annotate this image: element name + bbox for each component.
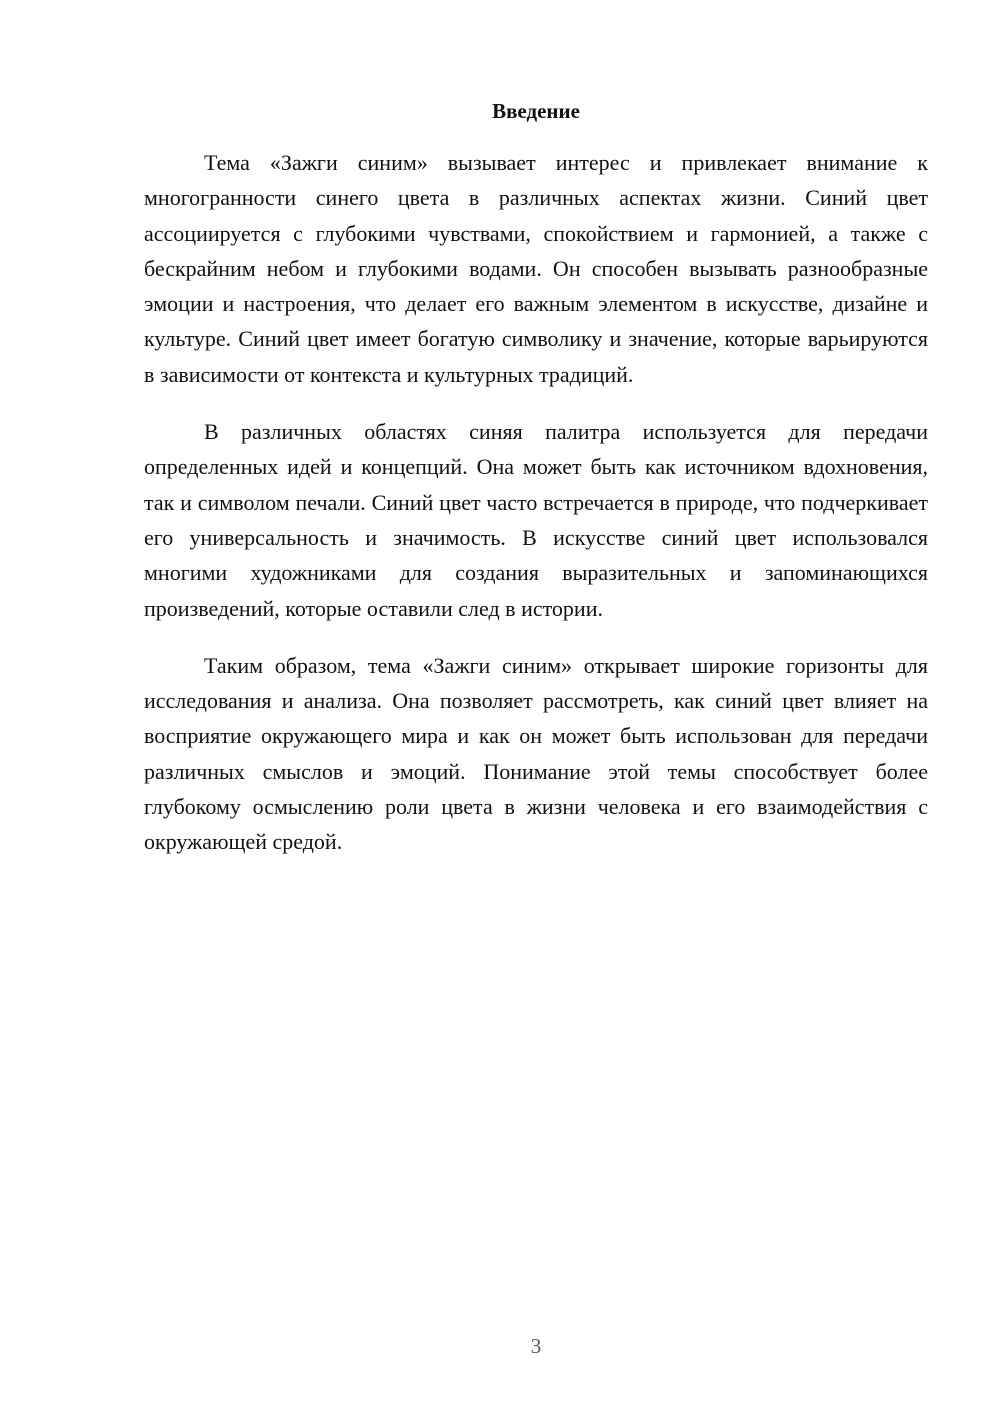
body-text — [144, 145, 928, 882]
paragraph-1: Тема «Зажги синим» вызывает интерес и привлекает внимание к многогранности синего цвета в различных аспектах жизни. Синий цвет ассоциируется с глубокими чувствами, спокойствием и гармонией, а также с бескрайним небом и глубокими водами. Он способен вызывать разнообразные эмоции и настроения, что делает его важным элементом в искусстве, дизайне и культуре. Синий цвет имеет богатую символику и значение, которые варьируются в зависимости от контекста и культурных традиций. — [144, 150, 928, 387]
paragraph-3: Таким образом, тема «Зажги синим» открывает широкие горизонты для исследования и анализа. Она позволяет рассмотреть, как синий цвет влияет на восприятие окружающего мира и как он может быть использован для передачи различных смыслов и эмоций. Понимание этой темы способствует более глубокому осмыслению роли цвета в жизни человека и его взаимодействия с окружающей средой. — [144, 652, 928, 855]
page-number: 3 — [530, 1334, 542, 1358]
section-heading: Введение — [492, 99, 580, 123]
paragraph-2: В различных областях синяя палитра используется для передачи определенных идей и концепций. Она может быть как источником вдохновения, так и символом печали. Синий цвет часто встречается в природе, что подчеркивает его универсальность и значимость. В искусстве синий цвет использовался многими художниками для создания выразительных и запоминающихся произведений, которые оставили след в истории. — [144, 419, 928, 621]
